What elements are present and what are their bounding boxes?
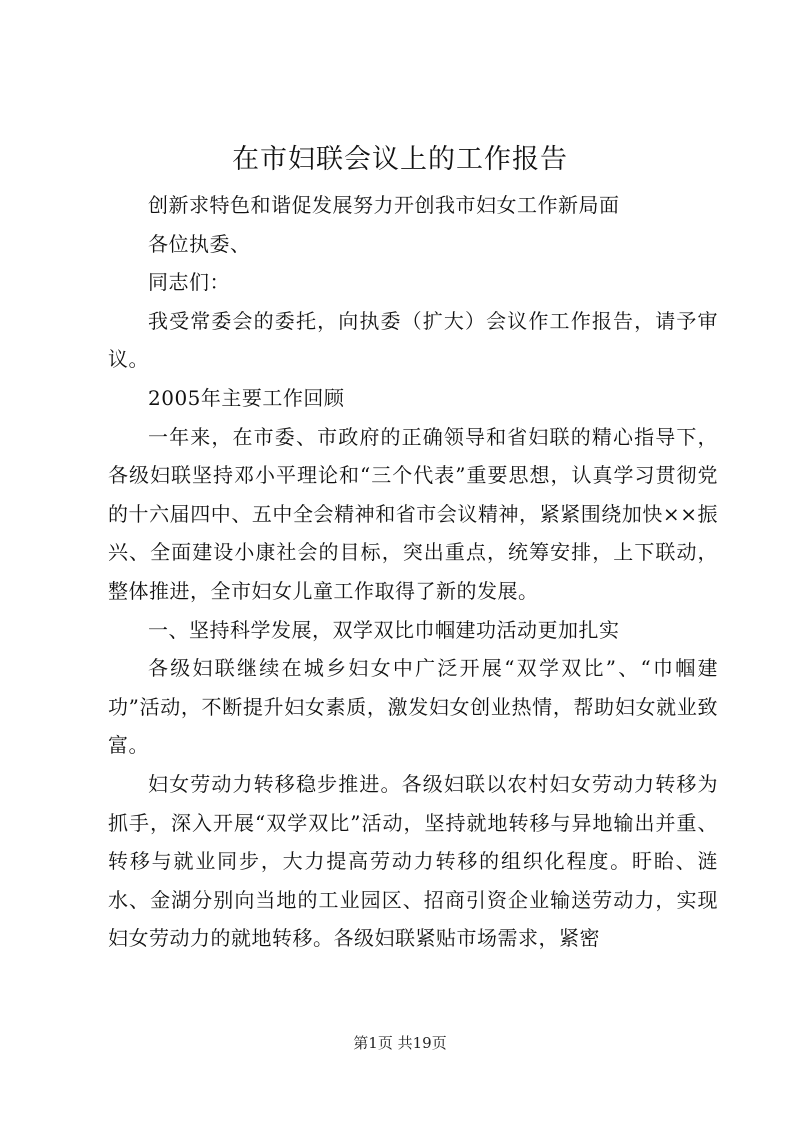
body-paragraph: 一年来，在市委、市政府的正确领导和省妇联的精心指导下，各级妇联坚持邓小平理论和“三个代表”重要思想，认真学习贯彻党的十六届四中、五中全会精神和省市会议精神，紧紧围绕加快××振兴、全面建设小康社会的目标，突出重点，统筹安排，上下联动，整体推进，全市妇女儿童工作取得了新的发展。 bbox=[108, 424, 718, 603]
body-paragraph: 各级妇联继续在城乡妇女中广泛开展“双学双比”、“巾帼建功”活动，不断提升妇女素质，激发妇女创业热情，帮助妇女就业致富。 bbox=[108, 656, 718, 758]
section-heading: 一、坚持科学发展，双学双比巾帼建功活动更加扎实 bbox=[148, 617, 620, 642]
subtitle-paragraph: 创新求特色和谐促发展努力开创我市妇女工作新局面 bbox=[148, 193, 620, 217]
document-title: 在市妇联会议上的工作报告 bbox=[232, 144, 568, 175]
salutation-line: 各位执委、 bbox=[148, 231, 251, 256]
section-heading: 2005年主要工作回顾 bbox=[148, 385, 345, 410]
body-paragraph: 我受常委会的委托，向执委（扩大）会议作工作报告，请予审议。 bbox=[108, 308, 718, 372]
body-paragraph: 妇女劳动力转移稳步推进。各级妇联以农村妇女劳动力转移为抓手，深入开展“双学双比”活动，坚持就地转移与异地输出并重、转移与就业同步，大力提高劳动力转移的组织化程度。盱眙、涟水、金湖分别向当地的工业园区、招商引资企业输送劳动力，实现妇女劳动力的就地转移。各级妇联紧贴市场需求，紧密 bbox=[108, 771, 718, 951]
salutation-line: 同志们： bbox=[148, 270, 230, 295]
page-footer: 第1页 共19页 bbox=[353, 1034, 447, 1052]
document-body bbox=[108, 186, 718, 958]
